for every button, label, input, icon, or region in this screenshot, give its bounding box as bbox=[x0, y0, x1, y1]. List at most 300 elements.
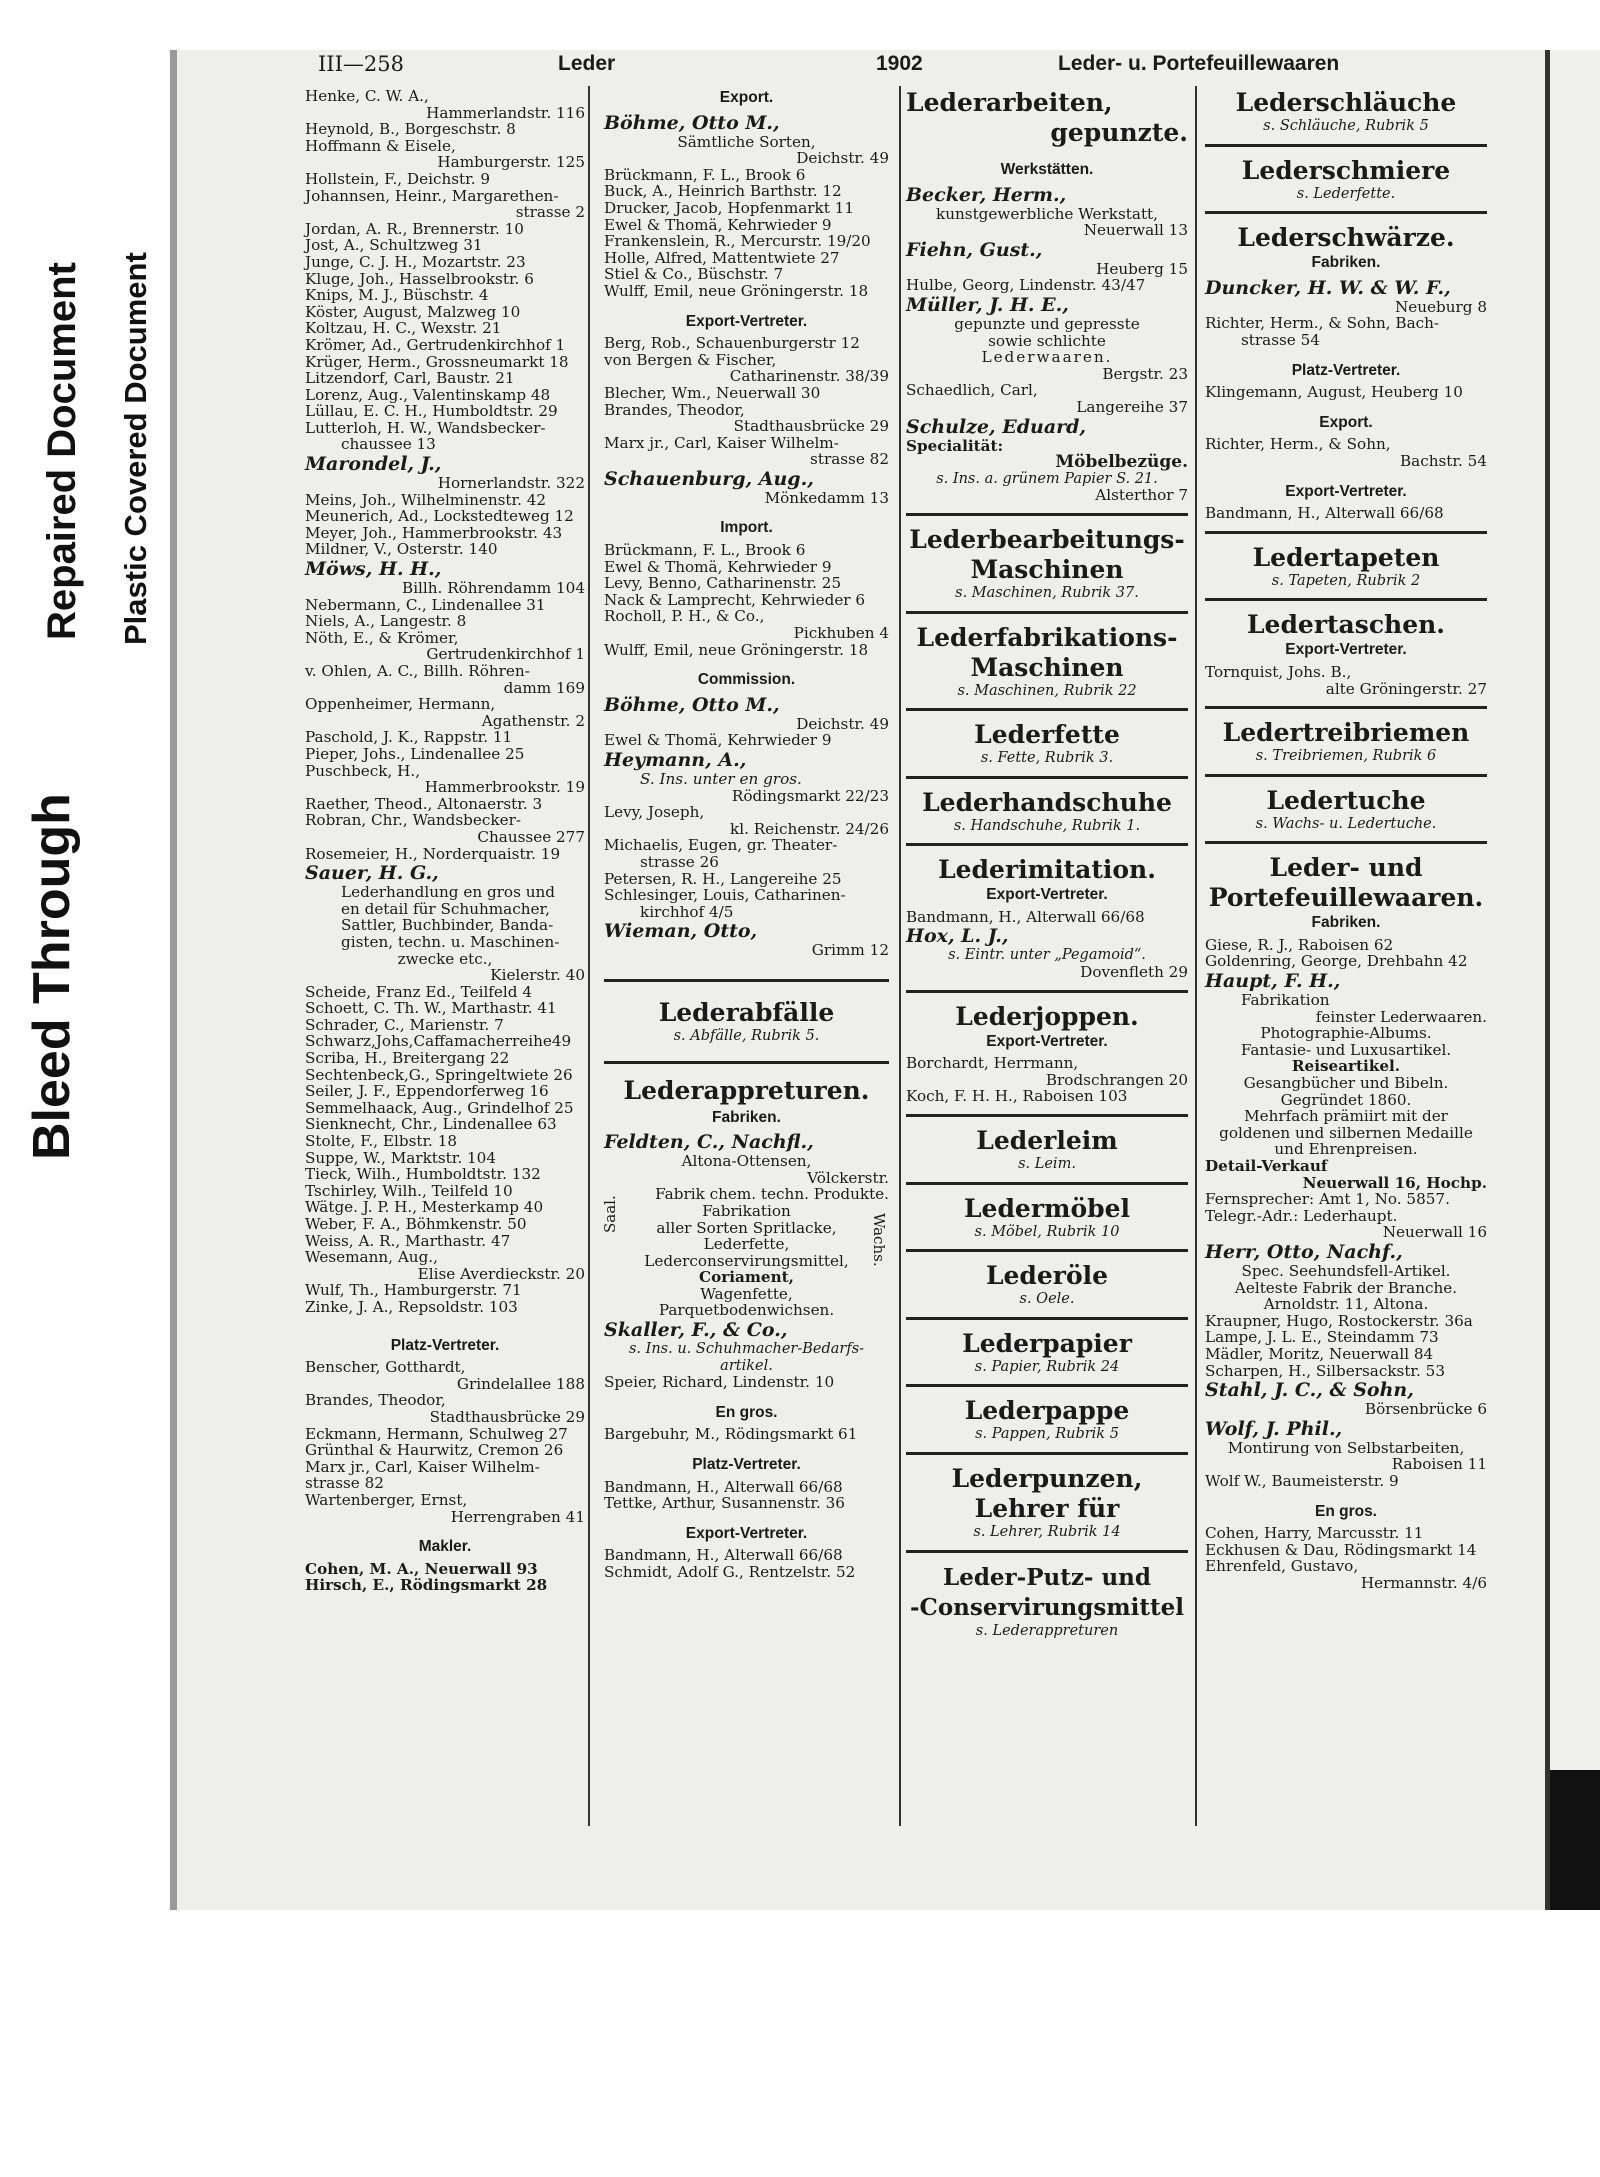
section-reference: s. Treibriemen, Rubrik 6 bbox=[1255, 748, 1437, 765]
entry: Bandmann, H., Alterwall 66/68 bbox=[1205, 504, 1444, 523]
entry: Reiseartikel. bbox=[1291, 1057, 1401, 1076]
section-rule bbox=[1205, 706, 1487, 709]
entry: Petersen, R. H., Langereihe 25 bbox=[604, 869, 842, 888]
entry: Möbelbezüge. bbox=[1055, 452, 1188, 473]
entry: Meunerich, Ad., Lockstedteweg 12 bbox=[305, 507, 574, 526]
subheading: Export. bbox=[1319, 413, 1373, 431]
subheading: En gros. bbox=[715, 1403, 778, 1421]
section-rule bbox=[906, 1249, 1188, 1252]
entry: strasse 82 bbox=[810, 450, 889, 469]
entry: Stadthausbrücke 29 bbox=[733, 417, 889, 436]
entry: Ewel & Thomä, Kehrwieder 9 bbox=[604, 731, 832, 750]
entry: Blecher, Wm., Neuerwall 30 bbox=[604, 383, 821, 402]
column-3 bbox=[906, 88, 1188, 1639]
entry: Köster, August, Malzweg 10 bbox=[305, 302, 521, 321]
entry: Bargebuhr, M., Rödingsmarkt 61 bbox=[604, 1425, 858, 1444]
entry: Wesemann, Aug., bbox=[305, 1248, 438, 1267]
side-label-wachs: Wachs. bbox=[870, 1212, 889, 1267]
entry: Kluge, Joh., Hasselbrookstr. 6 bbox=[305, 269, 534, 288]
section-reference: s. Wachs- u. Ledertuche. bbox=[1255, 815, 1437, 832]
section-heading: Maschinen bbox=[970, 652, 1124, 682]
entry: Schoett, C. Th. W., Marthastr. 41 bbox=[305, 999, 557, 1018]
section-heading: Ledertapeten bbox=[1252, 542, 1440, 572]
entry: Sienknecht, Chr., Lindenallee 63 bbox=[305, 1115, 557, 1134]
section-rule bbox=[1205, 774, 1487, 777]
entry: Lederconservirungsmittel, bbox=[644, 1251, 849, 1270]
subheading: Platz-Vertreter. bbox=[692, 1456, 801, 1474]
entry: Spec. Seehundsfell-Artikel. bbox=[1241, 1261, 1451, 1280]
side-label-saal: Saal. bbox=[601, 1195, 619, 1233]
entry: Sattler, Buchbinder, Banda- bbox=[341, 916, 554, 935]
entry: Lederfette, bbox=[703, 1235, 790, 1254]
entry: Deichstr. 49 bbox=[796, 149, 889, 168]
entry: Scharpen, H., Silbersackstr. 53 bbox=[1205, 1361, 1445, 1380]
entry: Gertrudenkirchhof 1 bbox=[426, 645, 585, 664]
subheading: Platz-Vertreter. bbox=[1291, 361, 1401, 379]
entry: Grünthal & Haurwitz, Cremon 26 bbox=[305, 1441, 564, 1460]
entry: Semmelhaack, Aug., Grindelhof 25 bbox=[305, 1098, 574, 1117]
section-heading: Lederleim bbox=[976, 1126, 1118, 1156]
entry: Brückmann, F. L., Brook 6 bbox=[604, 165, 806, 184]
entry: Parquetbodenwichsen. bbox=[658, 1301, 835, 1320]
section-heading: Ledertuche bbox=[1266, 785, 1426, 815]
entry: Raboisen 11 bbox=[1391, 1455, 1487, 1474]
side-labels bbox=[0, 140, 170, 1180]
entry: Fabrikation bbox=[702, 1201, 791, 1220]
entry: Fernsprecher: Amt 1, No. 5857. bbox=[1205, 1190, 1450, 1209]
section-heading: Lederbearbeitungs- bbox=[909, 524, 1185, 554]
entry: Bachstr. 54 bbox=[1400, 451, 1487, 470]
section-rule bbox=[906, 776, 1188, 779]
entry: Raether, Theod., Altonaerstr. 3 bbox=[305, 794, 543, 813]
entry: Frankenslein, R., Mercurstr. 19/20 bbox=[604, 232, 871, 251]
entry: Holle, Alfred, Mattentwiete 27 bbox=[604, 248, 840, 267]
entry: Detail-Verkauf bbox=[1205, 1157, 1328, 1175]
page-left-edge bbox=[170, 50, 177, 1910]
subheading: Export. bbox=[719, 89, 774, 106]
entry: Tettke, Arthur, Susannenstr. 36 bbox=[604, 1494, 845, 1513]
section-rule bbox=[906, 1182, 1188, 1185]
plastic-covered-label: Plastic Covered Document bbox=[118, 252, 153, 645]
entry: Zinke, J. A., Repsoldstr. 103 bbox=[305, 1297, 518, 1316]
section-heading: Lederarbeiten, bbox=[906, 88, 1113, 117]
entry: strasse 26 bbox=[640, 852, 719, 871]
entry: Marx jr., Carl, Kaiser Wilhelm- bbox=[305, 1457, 540, 1476]
entry: Henke, C. W. A., bbox=[305, 87, 429, 105]
section-rule bbox=[906, 611, 1188, 614]
entry: Klingemann, August, Heuberg 10 bbox=[1205, 383, 1463, 402]
entry: Krömer, Ad., Gertrudenkirchhof 1 bbox=[305, 335, 566, 354]
section-reference: s. Leim. bbox=[1018, 1156, 1076, 1173]
entry-name: Skaller, F., & Co., bbox=[604, 1319, 788, 1342]
entry: Fabrikation bbox=[1241, 991, 1330, 1010]
entry: Weber, F. A., Böhmkenstr. 50 bbox=[305, 1215, 527, 1233]
entry: Heynold, B., Borgeschstr. 8 bbox=[305, 120, 516, 139]
entry: Rocholl, P. H., & Co., bbox=[604, 607, 765, 626]
entry: Lampe, J. L. E., Steindamm 73 bbox=[1205, 1328, 1439, 1347]
entry: Oppenheimer, Hermann, bbox=[305, 695, 496, 714]
entry: Niels, A., Langestr. 8 bbox=[305, 612, 467, 631]
entry: Schlesinger, Louis, Catharinen- bbox=[604, 886, 846, 905]
column-2 bbox=[601, 88, 889, 1581]
entry-name: Sauer, H. G., bbox=[305, 862, 439, 885]
entry: Brodschrangen 20 bbox=[1045, 1070, 1188, 1089]
subheading: Export-Vertreter. bbox=[685, 312, 808, 330]
subheading: En gros. bbox=[1314, 1502, 1377, 1520]
column-1 bbox=[305, 88, 585, 1594]
section-reference: s. Pappen, Rubrik 5 bbox=[975, 1426, 1119, 1443]
section-heading: Lederfette bbox=[974, 720, 1120, 750]
entry: Coriament, bbox=[699, 1268, 794, 1287]
subheading: Werkstätten. bbox=[1000, 161, 1094, 178]
entry: Bergstr. 23 bbox=[1102, 364, 1188, 383]
entry: Fantasie- und Luxusartikel. bbox=[1240, 1040, 1452, 1059]
subheading: Import. bbox=[720, 519, 773, 537]
entry: und Ehrenpreisen. bbox=[1274, 1140, 1418, 1159]
entry: Lutterloh, H. W., Wandsbecker- bbox=[305, 418, 546, 437]
entry-name: Becker, Herm., bbox=[906, 183, 1067, 206]
entry: Suppe, W., Marktstr. 104 bbox=[305, 1148, 497, 1167]
entry: Stolte, F., Elbstr. 18 bbox=[305, 1132, 458, 1151]
entry: Puschbeck, H., bbox=[305, 761, 421, 780]
section-heading: Lehrer für bbox=[974, 1494, 1120, 1523]
entry: Catharinenstr. 38/39 bbox=[729, 367, 889, 386]
section-heading: Lederimitation. bbox=[938, 855, 1156, 885]
section-reference: s. Oele. bbox=[1019, 1291, 1075, 1308]
section-heading: Lederöle bbox=[985, 1261, 1109, 1291]
entry: Neuerwall 13 bbox=[1083, 221, 1188, 240]
entry: Richter, Herm., & Sohn, bbox=[1205, 435, 1391, 454]
running-title: Leder- u. Portefeuillewaaren bbox=[1058, 52, 1340, 75]
bleed-through-label: Bleed Through bbox=[23, 793, 81, 1160]
entry: Hulbe, Georg, Lindenstr. 43/47 bbox=[906, 276, 1146, 295]
entry: Hornerlandstr. 322 bbox=[437, 474, 585, 493]
section-heading: Lederabfälle bbox=[658, 997, 835, 1027]
entry-name: Böhme, Otto M., bbox=[604, 693, 780, 716]
entry: Alsterthor 7 bbox=[1095, 486, 1188, 505]
section-rule bbox=[906, 843, 1188, 846]
entry: Stadthausbrücke 29 bbox=[429, 1407, 585, 1426]
section-rule bbox=[906, 1384, 1188, 1387]
subheading: Commission. bbox=[697, 671, 796, 689]
entry: Ewel & Thomä, Kehrwieder 9 bbox=[604, 215, 832, 234]
entry: Seiler, J. F., Eppendorferweg 16 bbox=[305, 1082, 549, 1101]
entry: von Bergen & Fischer, bbox=[604, 350, 777, 369]
entry: Sechtenbeck,G., Springeltwiete 26 bbox=[305, 1065, 573, 1084]
entry: Bandmann, H., Alterwall 66/68 bbox=[906, 907, 1145, 926]
section-heading: Lederschwärze. bbox=[1237, 223, 1455, 253]
entry: Jost, A., Schultzweg 31 bbox=[305, 236, 483, 255]
entry: Mönkedamm 13 bbox=[764, 488, 889, 507]
entry: Hammerlandstr. 116 bbox=[426, 103, 585, 122]
page-right-edge bbox=[1545, 50, 1600, 1910]
entry: Wätge. J. P. H., Mesterkamp 40 bbox=[305, 1198, 544, 1217]
entry: Borchardt, Herrmann, bbox=[906, 1054, 1079, 1073]
entry: Lorenz, Aug., Valentinskamp 48 bbox=[305, 385, 551, 404]
entry: Altona-Ottensen, bbox=[681, 1152, 812, 1171]
entry: Völckerstr. bbox=[807, 1168, 889, 1187]
section-heading: Leder-Putz- und bbox=[943, 1563, 1151, 1591]
entry: Schmidt, Adolf G., Rentzelstr. 52 bbox=[604, 1563, 856, 1581]
subheading: Fabriken. bbox=[1311, 254, 1381, 272]
section-reference: s. Schläuche, Rubrik 5 bbox=[1263, 118, 1429, 134]
section-heading: Lederpunzen, bbox=[951, 1464, 1143, 1493]
entry: kl. Reichenstr. 24/26 bbox=[730, 819, 889, 838]
entry: Pickhuben 4 bbox=[793, 624, 889, 643]
entry: Michaelis, Eugen, gr. Theater- bbox=[604, 836, 838, 855]
entry: Wulff, Emil, neue Gröningerstr. 18 bbox=[604, 640, 869, 659]
entry: damm 169 bbox=[503, 678, 585, 697]
entry: Koltzau, H. C., Wexstr. 21 bbox=[305, 319, 502, 338]
section-rule bbox=[906, 1452, 1188, 1455]
entry: Hamburgerstr. 125 bbox=[437, 153, 585, 172]
entry: alte Gröningerstr. 27 bbox=[1325, 679, 1487, 698]
entry: kunstgewerbliche Werkstatt, bbox=[936, 204, 1158, 223]
entry: Giese, R. J., Raboisen 62 bbox=[1205, 935, 1394, 954]
section-rule bbox=[1205, 598, 1487, 601]
entry-name: Fiehn, Gust., bbox=[906, 238, 1043, 261]
entry: Wagenfette, bbox=[700, 1284, 793, 1303]
entry: Levy, Joseph, bbox=[604, 803, 705, 822]
entry: Wulff, Emil, neue Gröningerstr. 18 bbox=[604, 281, 869, 300]
section-rule bbox=[906, 1317, 1188, 1320]
entry-name: Wolf, J. Phil., bbox=[1205, 1417, 1343, 1440]
entry: Jordan, A. R., Brennerstr. 10 bbox=[305, 219, 524, 238]
entry: Lederwaaren. bbox=[981, 348, 1113, 367]
subheading: Export-Vertreter. bbox=[1285, 641, 1407, 659]
entry: S. Ins. unter en gros. bbox=[640, 770, 802, 788]
entry: Mehrfach prämiirt mit der bbox=[1244, 1107, 1448, 1126]
section-reference: s. Maschinen, Rubrik 37. bbox=[955, 584, 1139, 601]
entry: Heuberg 15 bbox=[1096, 259, 1188, 278]
entry: Neuerwall 16 bbox=[1382, 1223, 1487, 1242]
section-heading: -Conservirungsmittel bbox=[909, 1593, 1184, 1621]
entry: Chaussee 277 bbox=[477, 827, 585, 846]
entry: Kielerstr. 40 bbox=[490, 966, 585, 985]
entry: aller Sorten Spritlacke, bbox=[656, 1218, 837, 1237]
section-reference: s. Handschuhe, Rubrik 1. bbox=[953, 817, 1141, 834]
entry: Krüger, Herm., Grossneumarkt 18 bbox=[305, 352, 569, 371]
entry: Robran, Chr., Wandsbecker- bbox=[305, 811, 521, 830]
entry: Hammerbrookstr. 19 bbox=[424, 778, 585, 797]
year: 1902 bbox=[876, 52, 923, 75]
entry: Ehrenfeld, Gustavo, bbox=[1205, 1557, 1359, 1576]
column-4 bbox=[1205, 88, 1487, 1591]
entry: Grimm 12 bbox=[811, 941, 889, 960]
entry: Levy, Benno, Catharinenstr. 25 bbox=[604, 574, 842, 593]
subheading: Makler. bbox=[418, 1538, 472, 1556]
entry-name: Hox, L. J., bbox=[906, 925, 1009, 948]
entry: Tieck, Wilh., Humboldtstr. 132 bbox=[305, 1165, 541, 1184]
section-heading: Ledermöbel bbox=[963, 1193, 1131, 1223]
entry-name: Möws, H. H., bbox=[305, 558, 442, 581]
section-rule bbox=[906, 513, 1188, 516]
entry: Gesangbücher und Bibeln. bbox=[1243, 1074, 1449, 1093]
subheading: Fabriken. bbox=[1311, 914, 1381, 932]
column-divider-1 bbox=[588, 86, 590, 1826]
entry: Lederhandlung en gros und bbox=[341, 883, 555, 902]
section-name: Leder bbox=[558, 52, 616, 75]
entry: Hoffmann & Eisele, bbox=[305, 136, 456, 155]
entry-name: Herr, Otto, Nachf., bbox=[1205, 1240, 1403, 1263]
section-rule bbox=[604, 1061, 889, 1064]
entry: chaussee 13 bbox=[341, 435, 436, 454]
entry: Drucker, Jacob, Hopfenmarkt 11 bbox=[604, 198, 855, 217]
entry: Litzendorf, Carl, Baustr. 21 bbox=[305, 369, 515, 388]
entry: Brandes, Theodor, bbox=[604, 400, 745, 419]
entry: Herrengraben 41 bbox=[450, 1507, 585, 1526]
section-reference: s. Lederappreturen bbox=[975, 1622, 1119, 1639]
section-heading: Lederschmiere bbox=[1241, 155, 1451, 185]
entry: Tschirley, Wilh., Teilfeld 10 bbox=[305, 1181, 513, 1200]
section-heading: Maschinen bbox=[970, 554, 1124, 584]
entry: Stiel & Co., Büschstr. 7 bbox=[604, 265, 784, 284]
entry: Dovenfleth 29 bbox=[1080, 963, 1188, 982]
entry: Johannsen, Heinr., Margarethen- bbox=[305, 186, 559, 205]
section-heading: Ledertreibriemen bbox=[1222, 718, 1470, 748]
entry: Hollstein, F., Deichstr. 9 bbox=[305, 169, 491, 188]
entry: Montirung von Selbstarbeiten, bbox=[1227, 1438, 1465, 1457]
entry-name: Duncker, H. W. & W. F., bbox=[1205, 276, 1451, 299]
entry: Goldenring, George, Drehbahn 42 bbox=[1205, 952, 1468, 971]
entry: Koch, F. H. H., Raboisen 103 bbox=[906, 1087, 1128, 1106]
entry: zwecke etc., bbox=[397, 949, 493, 968]
section-reference: s. Lederfette. bbox=[1296, 185, 1396, 202]
entry: Wulf, Th., Hamburgerstr. 71 bbox=[305, 1281, 522, 1300]
entry: strasse 54 bbox=[1241, 330, 1320, 349]
subheading: Platz-Vertreter. bbox=[390, 1336, 500, 1354]
page-number: III—258 bbox=[318, 52, 404, 76]
section-heading: Ledertaschen. bbox=[1246, 610, 1446, 640]
section-rule bbox=[604, 979, 889, 982]
entry: Meins, Joh., Wilhelminenstr. 42 bbox=[305, 490, 547, 509]
section-heading: Leder- und bbox=[1269, 853, 1423, 883]
entry: Aelteste Fabrik der Branche. bbox=[1234, 1278, 1458, 1297]
entry-name: Marondel, J., bbox=[305, 453, 442, 476]
entry: Mildner, V., Osterstr. 140 bbox=[305, 540, 498, 559]
entry: Paschold, J. K., Rappstr. 11 bbox=[305, 728, 513, 747]
entry: Hirsch, E., Rödingsmarkt 28 bbox=[305, 1576, 548, 1595]
section-rule bbox=[906, 1550, 1188, 1553]
entry: strasse 2 bbox=[515, 203, 585, 222]
entry: Cohen, M. A., Neuerwall 93 bbox=[305, 1559, 538, 1578]
entry: Specialität: bbox=[906, 436, 1004, 455]
section-rule bbox=[906, 708, 1188, 711]
entry: Scriba, H., Breitergang 22 bbox=[305, 1049, 510, 1068]
entry: Eckmann, Hermann, Schulweg 27 bbox=[305, 1424, 568, 1443]
entry: en detail für Schuhmacher, bbox=[341, 899, 550, 918]
section-rule bbox=[1205, 144, 1487, 147]
page-right-shadow bbox=[1550, 1770, 1600, 1910]
entry: Nack & Lamprecht, Kehrwieder 6 bbox=[604, 590, 866, 609]
entry: gisten, techn. u. Maschinen- bbox=[341, 932, 560, 951]
page-header bbox=[318, 52, 1358, 82]
entry-name: Müller, J. H. E., bbox=[906, 293, 1069, 316]
entry: Eckhusen & Dau, Rödingsmarkt 14 bbox=[1205, 1540, 1477, 1559]
section-heading: Lederjoppen. bbox=[955, 1001, 1139, 1031]
entry: Nebermann, C., Lindenallee 31 bbox=[305, 595, 546, 614]
entry-name: Heymann, A., bbox=[604, 749, 747, 771]
entry: Wartenberger, Ernst, bbox=[305, 1490, 468, 1509]
entry: Agathenstr. 2 bbox=[481, 711, 585, 730]
section-reference: s. Abfälle, Rubrik 5. bbox=[673, 1027, 820, 1044]
entry: Photographie-Albums. bbox=[1260, 1024, 1432, 1043]
entry: Brandes, Theodor, bbox=[305, 1391, 446, 1410]
column-divider-3 bbox=[1195, 86, 1197, 1826]
entry: Hermannstr. 4/6 bbox=[1360, 1573, 1487, 1592]
section-heading: Lederappreturen. bbox=[623, 1075, 870, 1105]
entry: Buck, A., Heinrich Barthstr. 12 bbox=[604, 182, 842, 201]
section-reference: s. Fette, Rubrik 3. bbox=[980, 750, 1114, 767]
repaired-document-label: Repaired Document bbox=[40, 262, 84, 640]
entry: Fabrik chem. techn. Produkte. bbox=[655, 1185, 889, 1204]
entry: feinster Lederwaaren. bbox=[1315, 1007, 1487, 1026]
entry-name: Haupt, F. H., bbox=[1205, 970, 1341, 993]
entry: Ewel & Thomä, Kehrwieder 9 bbox=[604, 557, 832, 576]
entry: Cohen, Harry, Marcusstr. 11 bbox=[1205, 1524, 1424, 1543]
subheading: Fabriken. bbox=[712, 1108, 781, 1126]
entry: Gegründet 1860. bbox=[1280, 1090, 1412, 1109]
section-reference: s. Papier, Rubrik 24 bbox=[974, 1358, 1120, 1375]
entry: Kraupner, Hugo, Rostockerstr. 36a bbox=[1205, 1311, 1473, 1330]
section-heading: Lederhandschuhe bbox=[922, 787, 1172, 817]
product-box bbox=[601, 1195, 889, 1320]
entry: Meyer, Joh., Hammerbrookstr. 43 bbox=[305, 523, 563, 542]
section-rule bbox=[1205, 211, 1487, 214]
entry: Deichstr. 49 bbox=[796, 714, 889, 733]
entry: Tornquist, Johs. B., bbox=[1205, 662, 1352, 681]
entry-name: Stahl, J. C., & Sohn, bbox=[1205, 1379, 1414, 1402]
entry: Sämtliche Sorten, bbox=[677, 132, 816, 151]
entry: Mädler, Moritz, Neuerwall 84 bbox=[1205, 1344, 1434, 1363]
section-heading: Lederpappe bbox=[964, 1396, 1130, 1426]
entry: Richter, Herm., & Sohn, Bach- bbox=[1205, 314, 1440, 333]
subheading: Export-Vertreter. bbox=[986, 886, 1108, 904]
entry: Lüllau, E. C. H., Humboldtstr. 29 bbox=[305, 402, 558, 421]
entry: Knips, M. J., Büschstr. 4 bbox=[305, 286, 489, 305]
entry: s. Ins. u. Schuhmacher-Bedarfs- bbox=[628, 1341, 865, 1358]
section-reference: s. Maschinen, Rubrik 22 bbox=[957, 682, 1137, 699]
entry: Brückmann, F. L., Brook 6 bbox=[604, 541, 806, 560]
entry: Telegr.-Adr.: Lederhaupt. bbox=[1205, 1206, 1398, 1225]
entry: Grindelallee 188 bbox=[456, 1374, 585, 1393]
section-reference: s. Tapeten, Rubrik 2 bbox=[1271, 572, 1421, 589]
entry: Weiss, A. R., Marthastr. 47 bbox=[305, 1231, 511, 1250]
entry: goldenen und silbernen Medaille bbox=[1219, 1123, 1473, 1142]
entry: Elise Averdieckstr. 20 bbox=[417, 1264, 585, 1283]
entry-name: Schulze, Eduard, bbox=[906, 415, 1087, 438]
entry: Nöth, E., & Krömer, bbox=[305, 628, 459, 647]
entry: Scheide, Franz Ed., Teilfeld 4 bbox=[305, 982, 532, 1001]
entry: Benscher, Gotthardt, bbox=[305, 1358, 466, 1377]
entry: Marx jr., Carl, Kaiser Wilhelm- bbox=[604, 433, 839, 452]
entry: kirchhof 4/5 bbox=[640, 902, 734, 921]
section-heading: gepunzte. bbox=[1050, 118, 1188, 147]
entry: Rosemeier, H., Norderquaistr. 19 bbox=[305, 844, 561, 863]
entry: s. Eintr. unter „Pegamoid“. bbox=[948, 947, 1146, 964]
column-divider-2 bbox=[899, 86, 901, 1826]
entry: Rödingsmarkt 22/23 bbox=[731, 786, 889, 805]
entry: Neueburg 8 bbox=[1394, 297, 1487, 316]
entry: Schrader, C., Marienstr. 7 bbox=[305, 1015, 504, 1034]
entry: Schaedlich, Carl, bbox=[906, 381, 1038, 400]
entry-name: Böhme, Otto M., bbox=[604, 111, 780, 134]
entry: Billh. Röhrendamm 104 bbox=[402, 579, 585, 598]
entry: Arnoldstr. 11, Altona. bbox=[1263, 1295, 1429, 1314]
entry: Speier, Richard, Lindenstr. 10 bbox=[604, 1373, 835, 1392]
entry: Pieper, Johs., Lindenallee 25 bbox=[305, 744, 525, 763]
section-heading: Lederschläuche bbox=[1235, 88, 1457, 117]
